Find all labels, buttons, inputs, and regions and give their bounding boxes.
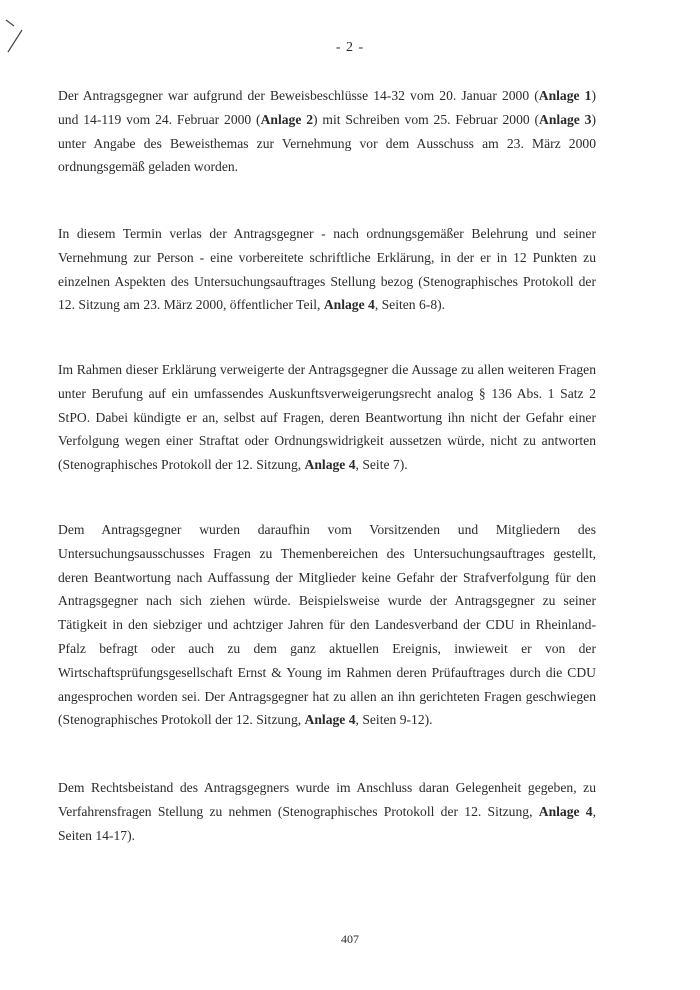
attachment-reference: Anlage 2	[260, 111, 314, 127]
attachment-reference: Anlage 4	[538, 803, 593, 819]
paragraph-text: In diesem Termin verlas der Antragsgegner - nach ordnungsgemäßer Belehrung und seiner Vernehmung zur Person - eine vorbereitete schriftliche Erklärung, in der er in 12 Punkten zu einzelnen Aspekten des Untersuchungsauftrages Stellung bezog (Stenographisches Protokoll der 12. Sitzung am 23. März 2000, öffentlicher Teil,	[58, 226, 596, 313]
paragraph-text: Dem Antragsgegner wurden daraufhin vom Vorsitzenden und Mitgliedern des Untersuchungsausschusses Fragen zu Themenbereichen des Untersuchungsauftrages gestellt, deren Beantwortung nach Auffassung der Mitglieder keine Gefahr der Strafverfolgung für den Antragsgegner nach sich ziehen würde. Beispielsweise wurde der Antragsgegner zu seiner Tätigkeit in den siebziger und achtziger Jahren für den Landesverband der CDU in Rheinland-Pfalz befragt oder auch zu dem ganz aktuellen Ereignis, inwieweit er von der Wirtschaftsprüfungsgesellschaft Ernst & Young im Rahmen deren Prüfauftrages durch die CDU angesprochen worden sei. Der Antragsgegner hat zu allen an ihn gerichteten Fragen geschwiegen (Stenographisches Protokoll der 12. Sitzung,	[58, 522, 596, 728]
attachment-reference: Anlage 4	[304, 457, 356, 473]
paragraph-text: Dem Rechtsbeistand des Antragsgegners wurde im Anschluss daran Gelegenheit gegeben, zu Verfahrensfragen Stellung zu nehmen (Stenographisches Protokoll der 12. Sitzung,	[58, 780, 596, 819]
attachment-reference: Anlage 4	[304, 712, 356, 728]
paragraph-text: Im Rahmen dieser Erklärung verweigerte der Antragsgegner die Aussage zu allen weiteren Fragen unter Berufung auf ein umfassendes Auskunftsverweigerungsrecht analog § 136 Abs. 1 Satz 2 StPO. Dabei kündigte er an, selbst auf Fragen, deren Beantwortung ihn nicht der Gefahr einer Verfolgung wegen einer Straftat oder Ordnungswidrigkeit aussetzen würde, nicht zu antworten (Stenographisches Protokoll der 12. Sitzung,	[58, 362, 596, 473]
paragraph-text: , Seite 7).	[355, 457, 408, 473]
paragraph-text: ) unter Angabe des Beweisthemas zur Vernehmung vor dem Ausschuss am 23. März 2000 ordnungsgemäß geladen worden.	[58, 111, 596, 175]
paragraph-text: , Seiten 6-8).	[374, 297, 446, 313]
paragraph-text: ) und 14-119 vom 24. Februar 2000 (	[58, 88, 596, 127]
attachment-reference: Anlage 3	[539, 111, 592, 127]
paragraph-3	[58, 358, 596, 477]
paragraph-1	[58, 84, 596, 179]
paragraph-text: , Seiten 9-12).	[355, 712, 433, 728]
page-number-top: - 2 -	[335, 40, 365, 55]
attachment-reference: Anlage 1	[538, 88, 592, 103]
paragraph-5	[58, 776, 596, 847]
paragraph-text: Der Antragsgegner war aufgrund der Beweisbeschlüsse 14-32 vom 20. Januar 2000 (	[58, 88, 539, 103]
paragraph-4	[58, 518, 596, 732]
page-number-bottom: 407	[341, 932, 359, 946]
paragraph-text: ) mit Schreiben vom 25. Februar 2000 (	[313, 111, 540, 127]
attachment-reference: Anlage 4	[323, 297, 375, 313]
paragraph-2	[58, 222, 596, 317]
paragraph-text: , Seiten 14-17).	[58, 803, 597, 843]
